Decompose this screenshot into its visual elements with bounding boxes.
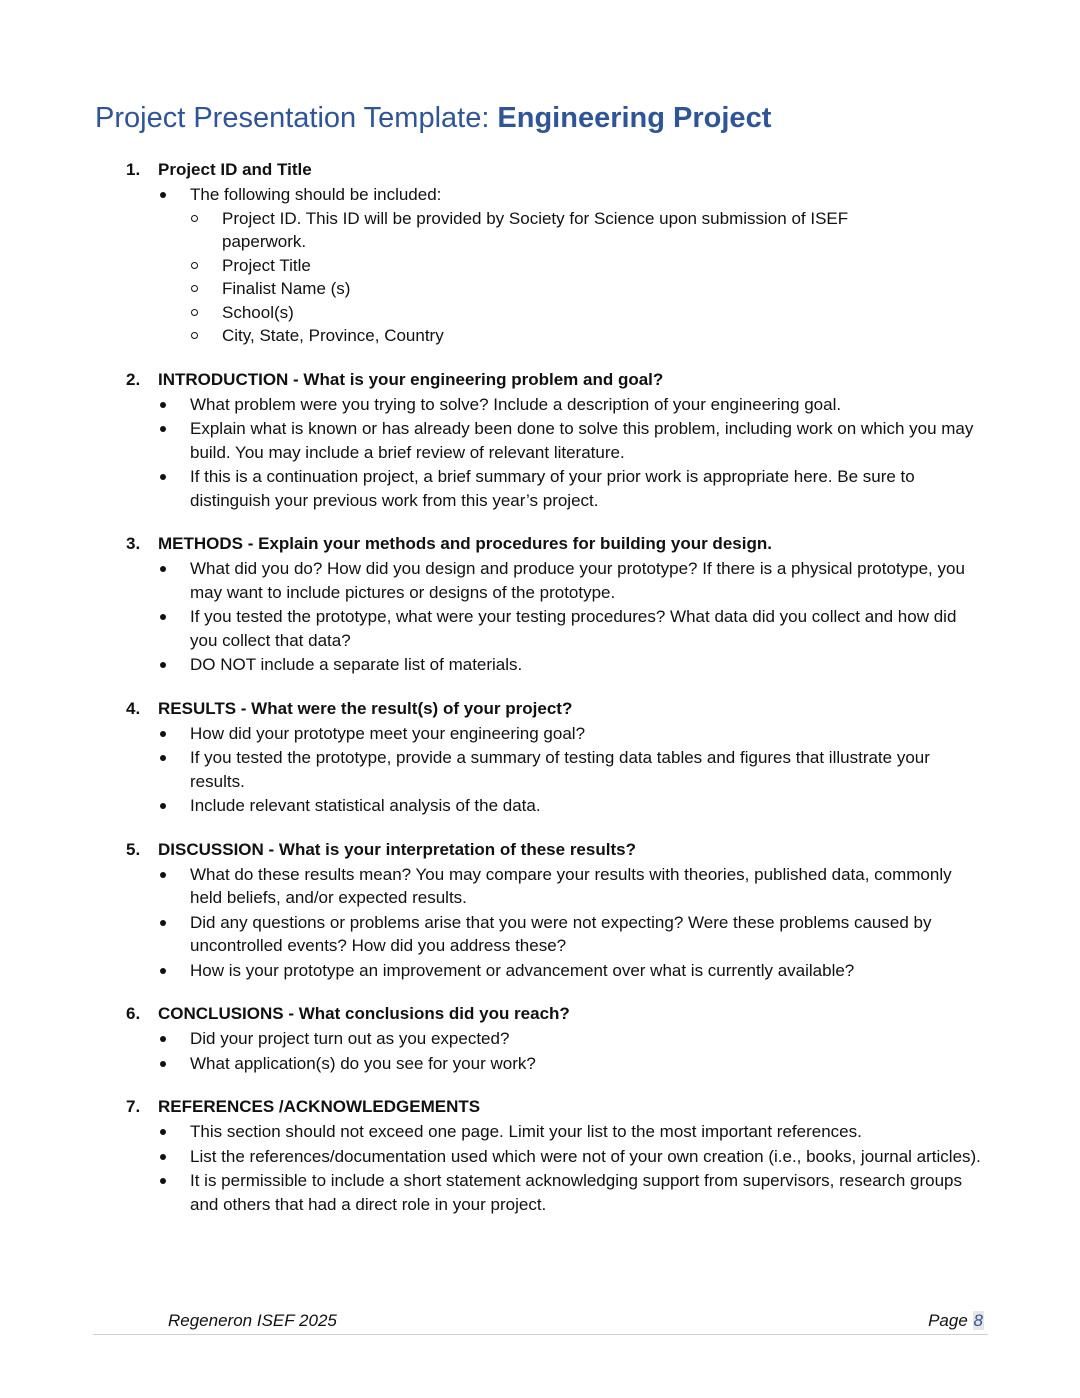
list-item-text: List the references/documentation used which were not of your own creation (i.e., books, journal articles). — [190, 1146, 981, 1166]
list-item — [0, 1027, 1080, 1051]
sub-list-item: Finalist Name (s) — [0, 277, 1080, 301]
page-title — [95, 102, 771, 135]
list-item — [0, 746, 1080, 793]
section-heading — [0, 838, 1080, 862]
list-item-text: If you tested the prototype, provide a summary of testing data tables and figures that illustrate your results. — [190, 748, 930, 791]
section-number: 2. — [126, 369, 141, 389]
section-number: 1. — [126, 160, 141, 179]
list-item — [0, 1169, 1080, 1216]
list-item-text: How did your prototype meet your engineering goal? — [190, 723, 586, 743]
bullet-list — [0, 863, 1080, 983]
list-item-text: The following should be included: — [190, 185, 442, 204]
section-list — [0, 158, 1080, 1236]
list-item — [0, 1145, 1080, 1169]
list-item — [0, 911, 1080, 958]
section-heading — [0, 1095, 1080, 1119]
list-item-text: It is permissible to include a short statement acknowledging support from supervisors, research groups and others that had a direct role in your project. — [190, 1171, 962, 1214]
sub-list — [0, 207, 1080, 348]
sub-list-item: Project Title — [0, 254, 1080, 278]
list-item-text: Include relevant statistical analysis of the data. — [190, 796, 541, 815]
list-item — [0, 417, 1080, 464]
list-item-text: Did any questions or problems arise that you were not expecting? Were these problems caused by uncontrolled events? How did you address these? — [190, 912, 932, 955]
section-heading-text: REFERENCES /ACKNOWLEDGEMENTS — [158, 1097, 481, 1116]
section-number: 5. — [126, 839, 141, 859]
list-item — [0, 605, 1080, 652]
footer-event-name: Regeneron ISEF 2025 — [168, 1311, 337, 1330]
section-number: 7. — [126, 1097, 141, 1116]
section-number: 6. — [126, 1004, 141, 1023]
section-2 — [0, 368, 1080, 513]
list-item-text: This section should not exceed one page. Limit your list to the most important references. — [190, 1122, 862, 1141]
section-number: 4. — [126, 698, 141, 718]
section-heading — [0, 532, 1080, 556]
list-item — [0, 183, 1080, 348]
list-item — [0, 653, 1080, 677]
bullet-list — [0, 722, 1080, 818]
list-item-text: What problem were you trying to solve? Include a description of your engineering goal. — [190, 394, 842, 414]
title-emphasis: Engineering Project — [497, 102, 772, 134]
list-item-text: How is your prototype an improvement or advancement over what is currently available? — [190, 960, 855, 980]
list-item — [0, 465, 1080, 512]
section-heading — [0, 368, 1080, 392]
section-heading-text: METHODS - Explain your methods and procedures for building your design. — [158, 534, 772, 553]
section-7 — [0, 1095, 1080, 1216]
sub-list-item: City, State, Province, Country — [0, 324, 1080, 348]
section-1 — [0, 158, 1080, 348]
list-item — [0, 1052, 1080, 1076]
footer-page-number: 8 — [973, 1311, 983, 1330]
list-item — [0, 1120, 1080, 1144]
sub-list-item: Project ID. This ID will be provided by Society for Science upon submission of ISEF paperwork. — [0, 207, 1080, 254]
list-item — [0, 393, 1080, 417]
list-item — [0, 863, 1080, 910]
list-item-text: What application(s) do you see for your work? — [190, 1053, 536, 1073]
list-item-text: If you tested the prototype, what were your testing procedures? What data did you collect and how did you collect that data? — [190, 607, 957, 650]
list-item — [0, 722, 1080, 746]
page-footer — [93, 1308, 988, 1335]
list-item-text: DO NOT include a separate list of materials. — [190, 655, 523, 674]
section-heading — [0, 697, 1080, 721]
list-item-text: What did you do? How did you design and produce your prototype? If there is a physical prototype, you may want to include pictures or designs of the prototype. — [190, 559, 965, 602]
section-3 — [0, 532, 1080, 677]
title-prefix: Project Presentation Template: — [95, 102, 490, 134]
list-item-text: Explain what is known or has already been done to solve this problem, including work on which you may build. You may include a brief review of relevant literature. — [190, 419, 974, 462]
list-item — [0, 794, 1080, 818]
section-heading-text: RESULTS - What were the result(s) of your project? — [158, 698, 573, 718]
list-item — [0, 959, 1080, 983]
section-number: 3. — [126, 534, 141, 553]
list-item — [0, 557, 1080, 604]
section-heading-text: INTRODUCTION - What is your engineering problem and goal? — [158, 369, 664, 389]
section-heading-text: DISCUSSION - What is your interpretation of these results? — [158, 839, 636, 859]
section-heading — [0, 158, 1080, 182]
bullet-list — [0, 1120, 1080, 1216]
section-5 — [0, 838, 1080, 983]
bullet-list — [0, 557, 1080, 677]
section-heading-text: CONCLUSIONS - What conclusions did you reach? — [158, 1004, 570, 1023]
list-item-text: What do these results mean? You may compare your results with theories, published data, commonly held beliefs, and/or expected results. — [190, 864, 952, 907]
section-heading — [0, 1002, 1080, 1026]
bullet-list — [0, 183, 1080, 348]
section-4 — [0, 697, 1080, 818]
bullet-list — [0, 393, 1080, 513]
footer-page-indicator — [928, 1311, 984, 1331]
footer-page-label: Page — [928, 1311, 968, 1330]
list-item-text: If this is a continuation project, a brief summary of your prior work is appropriate here. Be sure to distinguish your previous work from this year’s project. — [190, 467, 915, 510]
sub-list-item: School(s) — [0, 301, 1080, 325]
section-heading-text: Project ID and Title — [158, 160, 312, 179]
list-item-text: Did your project turn out as you expected? — [190, 1029, 510, 1048]
section-6 — [0, 1002, 1080, 1075]
bullet-list — [0, 1027, 1080, 1075]
